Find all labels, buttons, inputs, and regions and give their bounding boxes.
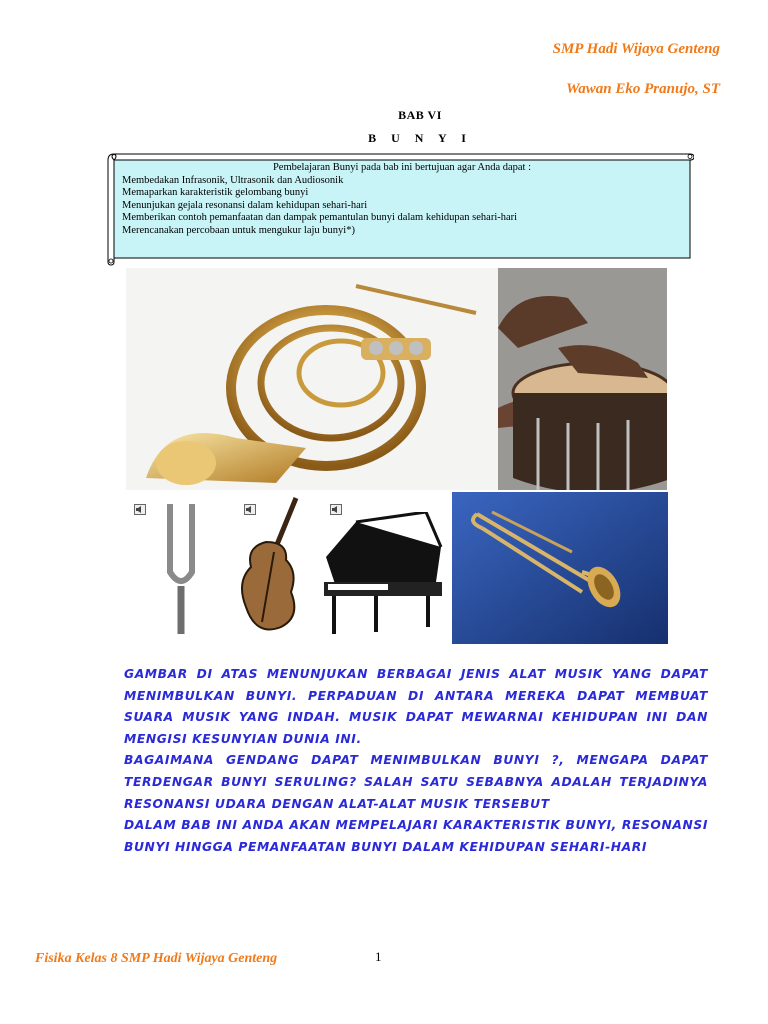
objective-item: Memaparkan karakteristik gelombang bunyi bbox=[122, 187, 309, 198]
drum-icon bbox=[498, 268, 667, 490]
objectives-intro: Pembelajaran Bunyi pada bab ini bertujuan agar Anda dapat : bbox=[272, 162, 532, 173]
page-number: 1 bbox=[375, 949, 382, 964]
instrument-clipart-row bbox=[126, 492, 452, 644]
french-horn-icon bbox=[126, 268, 498, 490]
objective-item: Memberikan contoh pemanfaatan dan dampak pemantulan bunyi dalam kehidupan sehari-hari bbox=[122, 212, 518, 223]
school-name-header: SMP Hadi Wijaya Genteng bbox=[552, 41, 720, 57]
violin-icon bbox=[226, 492, 311, 642]
trombone-icon bbox=[452, 492, 668, 644]
french-horn-photo bbox=[126, 268, 498, 490]
chapter-title: B U N Y I bbox=[368, 131, 472, 145]
tuning-fork-icon bbox=[156, 502, 206, 637]
speaker-icon[interactable] bbox=[134, 504, 146, 515]
author-header: Wawan Eko Pranujo, ST bbox=[566, 81, 720, 97]
intro-paragraph: GAMBAR DI ATAS MENUNJUKAN BERBAGAI JENIS ALAT MUSIK YANG DAPAT MENIMBULKAN BUNYI. PERPADUAN DI ANTARA MEREKA DAPAT MEMBUAT SUARA MUSIK YANG INDAH. MUSIK DAPAT MEWARNAI KEHIDUPAN INI DAN MENGISI KESUNYIAN DUNIA INI. bbox=[124, 667, 708, 746]
grand-piano-icon bbox=[316, 512, 451, 637]
chapter-number: BAB VI bbox=[398, 108, 442, 122]
chapter-introduction bbox=[124, 664, 708, 858]
intro-paragraph: BAGAIMANA GENDANG DAPAT MENIMBULKAN BUNYI ?, MENGAPA DAPAT TERDENGAR BUNYI SERULING? SALAH SATU SEBABNYA ADALAH TERJADINYA RESONANSI UDARA DENGAN ALAT-ALAT MUSIK TERSEBUT bbox=[124, 753, 708, 811]
objective-item: Membedakan Infrasonik, Ultrasonik dan Audiosonik bbox=[122, 174, 344, 186]
trombone-photo bbox=[452, 492, 668, 644]
learning-objectives-scroll bbox=[106, 152, 694, 266]
footer-text: Fisika Kelas 8 SMP Hadi Wijaya Genteng bbox=[35, 951, 278, 966]
drum-photo bbox=[498, 268, 667, 490]
objective-item: Menunjukan gejala resonansi dalam kehidupan sehari-hari bbox=[122, 199, 368, 211]
objective-item: Merencanakan percobaan untuk mengukur laju bunyi*) bbox=[122, 224, 355, 236]
intro-paragraph: DALAM BAB INI ANDA AKAN MEMPELAJARI KARAKTERISTIK BUNYI, RESONANSI BUNYI HINGGA PEMANFAATAN BUNYI DALAM KEHIDUPAN SEHARI-HARI bbox=[124, 818, 708, 854]
